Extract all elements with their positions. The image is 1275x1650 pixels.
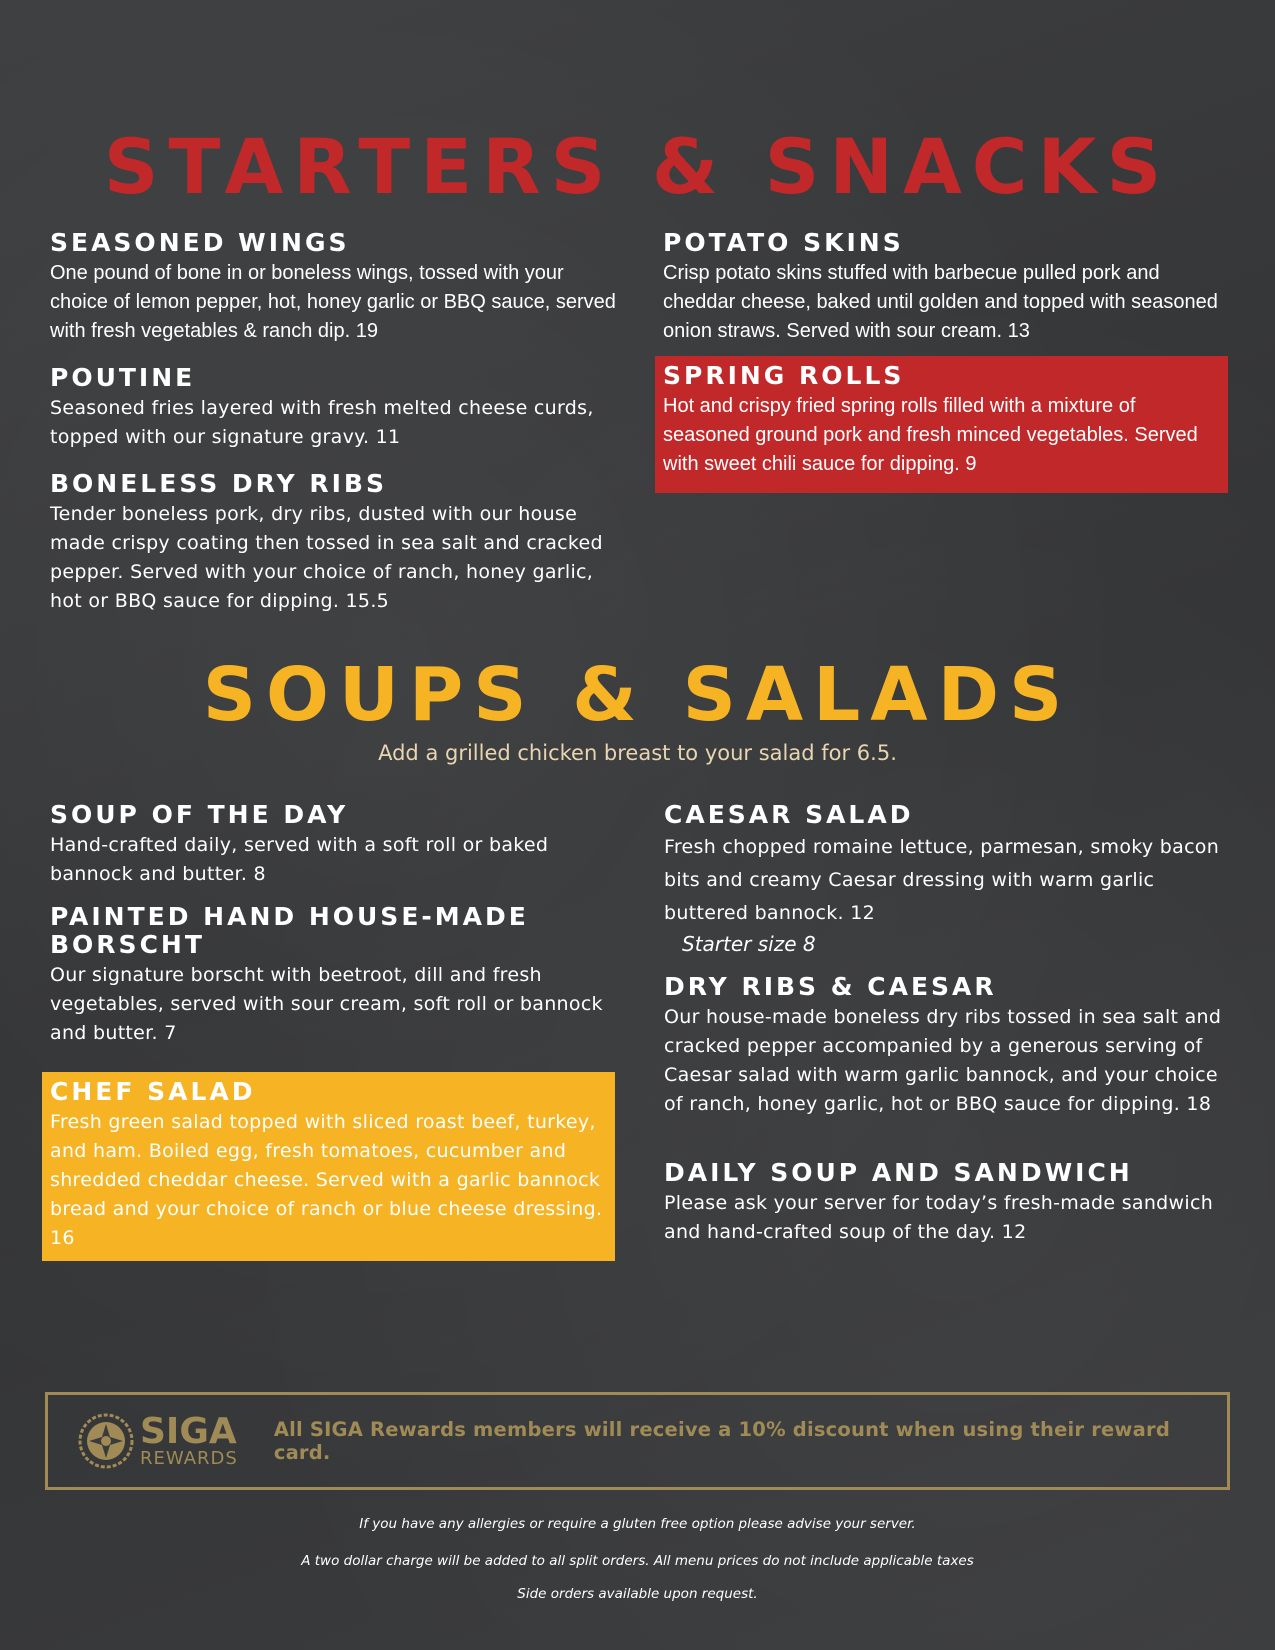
soups-title: SOUPS & SALADS [202,652,1073,738]
item-name: SEASONED WINGS [50,228,350,257]
menu-item-boneless-dry-ribs [50,470,620,616]
footnote-allergies: If you have any allergies or require a gluten free option please advise your server. [359,1516,916,1532]
item-description: Hot and crispy fried spring rolls filled with a mixture of seasoned ground pork and fresh minced vegetables. Served with sweet chili sauce for dipping. 9 [663,395,1198,475]
starters-right-column [663,229,1228,493]
item-description: Please ask your server for today’s fresh-made sandwich and hand-crafted soup of the day. 12 [664,1192,1214,1243]
item-name: SOUP OF THE DAY [50,800,349,829]
item-name: BONELESS DRY RIBS [50,469,387,498]
rewards-banner [45,1392,1230,1490]
item-name: DRY RIBS & CAESAR [664,972,997,1001]
menu-item-spring-rolls [655,356,1228,493]
item-description: Crisp potato skins stuffed with barbecue pulled pork and cheddar cheese, baked until golden and topped with seasoned onion straws. Served with sour cream. 13 [663,262,1218,342]
item-name: POUTINE [50,363,196,392]
siga-star-icon [78,1413,134,1469]
item-description: Hand-crafted daily, served with a soft roll or baked bannock and butter. 8 [50,834,549,885]
starters-left-column [50,229,620,616]
item-note: Starter size 8 [682,932,816,956]
menu-item-dry-ribs-caesar [664,973,1224,1119]
item-description: Our signature borscht with beetroot, dill and fresh vegetables, served with sour cream, soft roll or bannock and butter. 7 [50,964,603,1044]
rewards-message: All SIGA Rewards members will receive a 10% discount when using their reward card. [273,1418,1170,1464]
menu-item-caesar-salad [664,801,1224,959]
menu-item-seasoned-wings [50,229,620,346]
item-description: Seasoned fries layered with fresh melted cheese curds, topped with our signature gravy. 11 [50,397,594,448]
menu-item-potato-skins [663,229,1228,346]
item-name: DAILY SOUP AND SANDWICH [664,1158,1133,1187]
item-description: One pound of bone in or boneless wings, tossed with your choice of lemon pepper, hot, honey garlic or BBQ sauce, served with fresh vegetables & ranch dip. 19 [50,262,616,342]
footnote-split-orders: A two dollar charge will be added to all split orders. All menu prices do not include applicable taxes [301,1553,974,1569]
item-name: CAESAR SALAD [664,800,914,829]
item-name: POTATO SKINS [663,228,904,257]
soups-right-column [664,801,1224,1247]
footnote-side-orders: Side orders available upon request. [517,1586,758,1602]
menu-item-borscht [50,903,615,1048]
siga-logo [78,1413,238,1469]
menu-item-daily-soup-sandwich [664,1159,1224,1247]
soups-subtitle: Add a grilled chicken breast to your salad for 6.5. [378,741,897,765]
menu-item-soup-of-the-day [50,801,615,889]
starters-title: STARTERS & SNACKS [103,122,1172,211]
item-description: Fresh green salad topped with sliced roast beef, turkey, and ham. Boiled egg, fresh tomatoes, cucumber and shredded cheddar cheese. Served with a garlic bannock bread and your choice of ranch or blue cheese dressing. 16 [50,1111,603,1249]
item-name: CHEF SALAD [50,1077,256,1106]
siga-logo-name: SIGA [140,1411,237,1452]
menu-item-chef-salad [42,1072,615,1261]
item-description: Our house-made boneless dry ribs tossed in sea salt and cracked pepper accompanied by a generous serving of Caesar salad with warm garlic bannock, and your choice of ranch, honey garlic, hot or BBQ sauce for dipping. 18 [664,1006,1222,1115]
item-name: PAINTED HAND HOUSE-MADE BORSCHT [50,902,529,959]
item-name: SPRING ROLLS [663,361,905,390]
menu-item-poutine [50,364,620,452]
soups-left-column [50,801,615,1261]
item-description: Fresh chopped romaine lettuce, parmesan, smoky bacon bits and creamy Caesar dressing with warm garlic buttered bannock. 12 [664,836,1220,924]
siga-logo-sub: REWARDS [140,1448,238,1469]
item-description: Tender boneless pork, dry ribs, dusted with our house made crispy coating then tossed in sea salt and cracked pepper. Served with your choice of ranch, honey garlic, hot or BBQ sauce for dipping. 15.5 [50,503,603,612]
